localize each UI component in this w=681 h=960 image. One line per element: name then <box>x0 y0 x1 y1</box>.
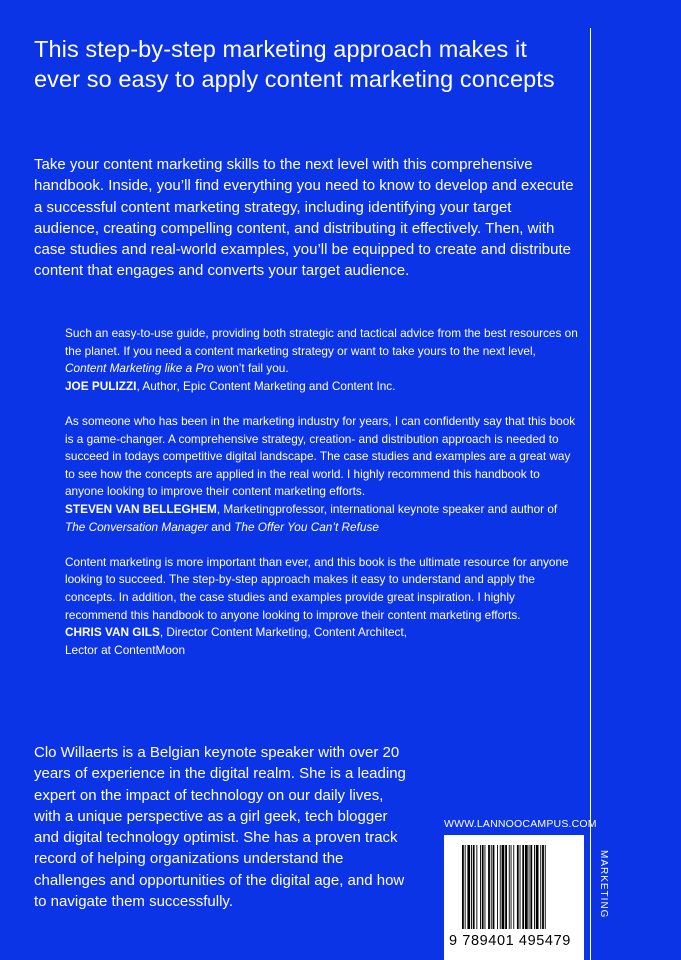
testimonial <box>65 325 580 395</box>
testimonial <box>65 554 580 660</box>
author-bio: Clo Willaerts is a Belgian keynote speaker with over 20 years of experience in the digital realm. She is a leading expert on the impact of technology on our daily lives, with a unique perspective as a girl geek, tech blogger and digital technology optimist. She has a proven track record of helping organizations understand the challenges and opportunities of the digital age, and how to navigate them successfully. <box>34 744 406 911</box>
quote-credit: , Author, Epic Content Marketing and Content Inc. <box>136 378 396 393</box>
quote-author: JOE PULIZZI <box>65 378 137 393</box>
quote-credit-line2: Lector at ContentMoon <box>65 642 186 657</box>
quote-author: CHRIS VAN GILS <box>65 625 160 640</box>
publisher-url[interactable]: WWW.LANNOOCAMPUS.COM <box>444 818 597 830</box>
quote-author: STEVEN VAN BELLEGHEM <box>65 501 217 516</box>
quote-credit: , Marketingprofessor, international keynote speaker and author of <box>216 501 558 516</box>
quote-text: As someone who has been in the marketing industry for years, I can confidently say that this book is a game-changer. A comprehensive strategy, creation- and distribution approach is needed to succeed in todays competitive digital landscape. The case studies and examples are a great way to see how the concepts are applied in the real world. I highly recommend this handbook to anyone looking to improve their content marketing efforts. <box>65 413 576 499</box>
barcode-bars <box>462 845 570 929</box>
book-title: Content Marketing like a Pro <box>65 361 214 376</box>
quote-credit-and: and <box>207 519 235 534</box>
headline: This step-by-step marketing approach makes it ever so easy to apply content marketing concepts <box>34 36 555 92</box>
category-label: MARKETING <box>598 850 609 919</box>
quote-text: Such an easy-to-use guide, providing both strategic and tactical advice from the best resources on the planet. If you need a content marketing strategy or want to take yours to the next level, <box>65 326 578 358</box>
isbn-digits: 9 789401 495479 <box>449 933 571 949</box>
barcode <box>444 835 584 960</box>
quote-text: Content marketing is more important than ever, and this book is the ultimate resource for anyone looking to succeed. The step-by-step approach makes it easy to understand and apply the concepts. In addition, the case studies and examples provide great inspiration. I highly recommend this handbook to anyone looking to improve their content marketing efforts. <box>65 554 569 622</box>
book-title: The Offer You Can’t Refuse <box>234 519 379 534</box>
quote-credit: , Director Content Marketing, Content Architect, <box>159 625 408 640</box>
quote-text-end: won’t fail you. <box>213 361 289 376</box>
testimonial <box>65 413 580 536</box>
intro-paragraph: Take your content marketing skills to the next level with this comprehensive handbook. Inside, you’ll find everything you need to know to develop and execute a successful content marketing strategy, including identifying your target audience, creating compelling content, and distributing it effectively. Then, with case studies and real-world examples, you’ll be equipped to create and distribute content that engages and converts your target audience. <box>34 156 574 280</box>
book-title: The Conversation Manager <box>65 519 208 534</box>
testimonials <box>65 325 580 677</box>
